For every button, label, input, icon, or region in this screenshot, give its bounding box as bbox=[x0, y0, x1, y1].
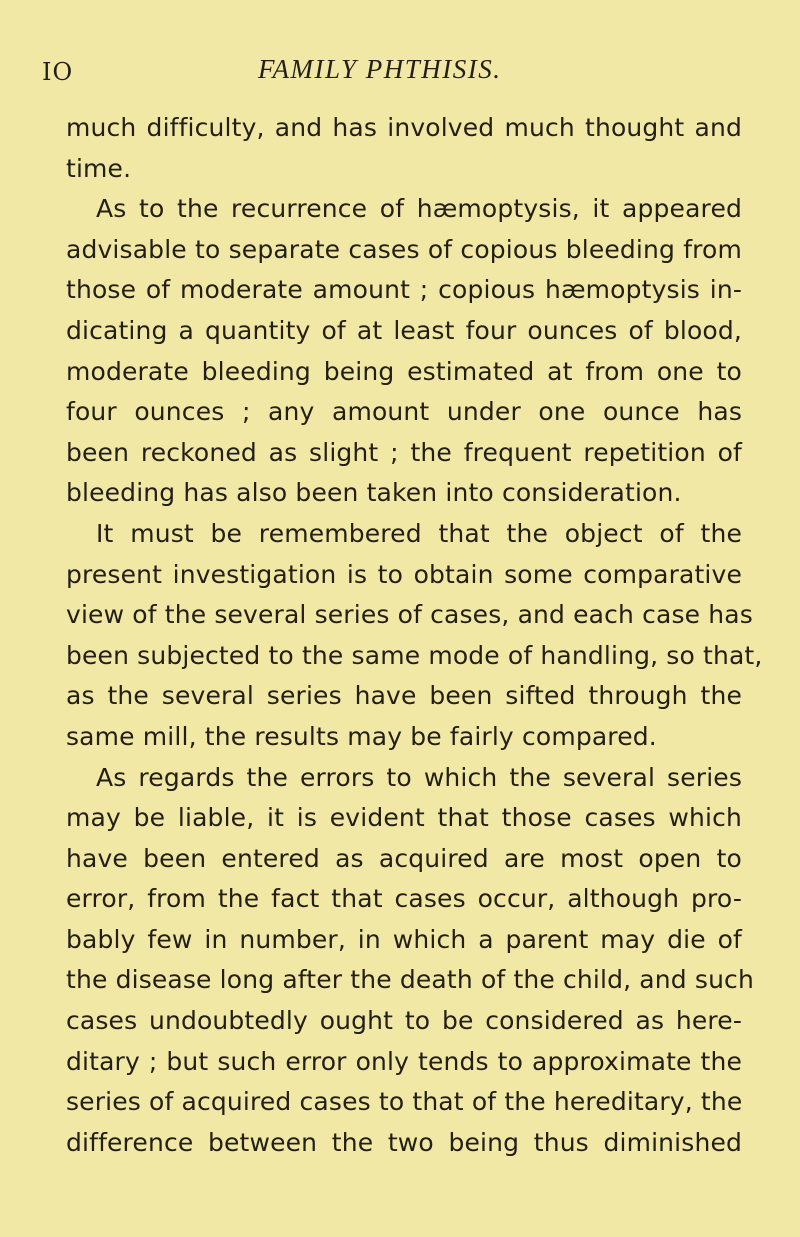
text-line: bleeding has also been taken into consideration. bbox=[66, 478, 682, 508]
body-text bbox=[66, 108, 763, 1163]
text-line: cases undoubtedly ought to be considered as here- bbox=[66, 1006, 742, 1036]
text-line: difference between the two being thus diminished bbox=[66, 1127, 742, 1157]
text-line: been reckoned as slight ; the frequent repetition of bbox=[66, 437, 742, 467]
text-line: bably few in number, in which a parent may die of bbox=[66, 924, 742, 954]
paragraph-first-line: As to the recurrence of hæmoptysis, it appeared bbox=[96, 194, 742, 224]
running-title: FAMILY PHTHISIS. bbox=[258, 54, 502, 84]
text-line: much difficulty, and has involved much thought and bbox=[66, 113, 742, 142]
text-line: series of acquired cases to that of the hereditary, the bbox=[66, 1087, 743, 1117]
text-line: same mill, the results may be fairly compared. bbox=[66, 721, 657, 751]
text-line: ditary ; but such error only tends to approximate the bbox=[66, 1046, 742, 1076]
paragraph-first-line: It must be remembered that the object of the bbox=[96, 518, 742, 548]
text-line: as the several series have been sifted through the bbox=[66, 681, 742, 711]
text-line: moderate bleeding being estimated at from one to bbox=[66, 356, 742, 386]
text-line: time. bbox=[66, 153, 132, 183]
text-line: present investigation is to obtain some comparative bbox=[66, 559, 742, 589]
text-line: been subjected to the same mode of handling, so that, bbox=[66, 640, 763, 670]
text-line: view of the several series of cases, and each case has bbox=[66, 600, 753, 630]
text-line: may be liable, it is evident that those cases which bbox=[66, 803, 742, 833]
paragraph-first-line: As regards the errors to which the several series bbox=[96, 762, 742, 792]
text-line: those of moderate amount ; copious hæmoptysis in- bbox=[66, 275, 742, 305]
text-line: four ounces ; any amount under one ounce has bbox=[66, 397, 742, 427]
text-line: advisable to separate cases of copious bleeding from bbox=[66, 234, 742, 264]
running-head bbox=[0, 50, 800, 90]
page-number: IO bbox=[42, 58, 74, 86]
text-line: the disease long after the death of the child, and such bbox=[66, 965, 754, 995]
text-line: have been entered as acquired are most open to bbox=[66, 843, 742, 873]
text-line: dicating a quantity of at least four ounces of blood, bbox=[66, 315, 742, 345]
text-line: error, from the fact that cases occur, although pro- bbox=[66, 884, 742, 914]
